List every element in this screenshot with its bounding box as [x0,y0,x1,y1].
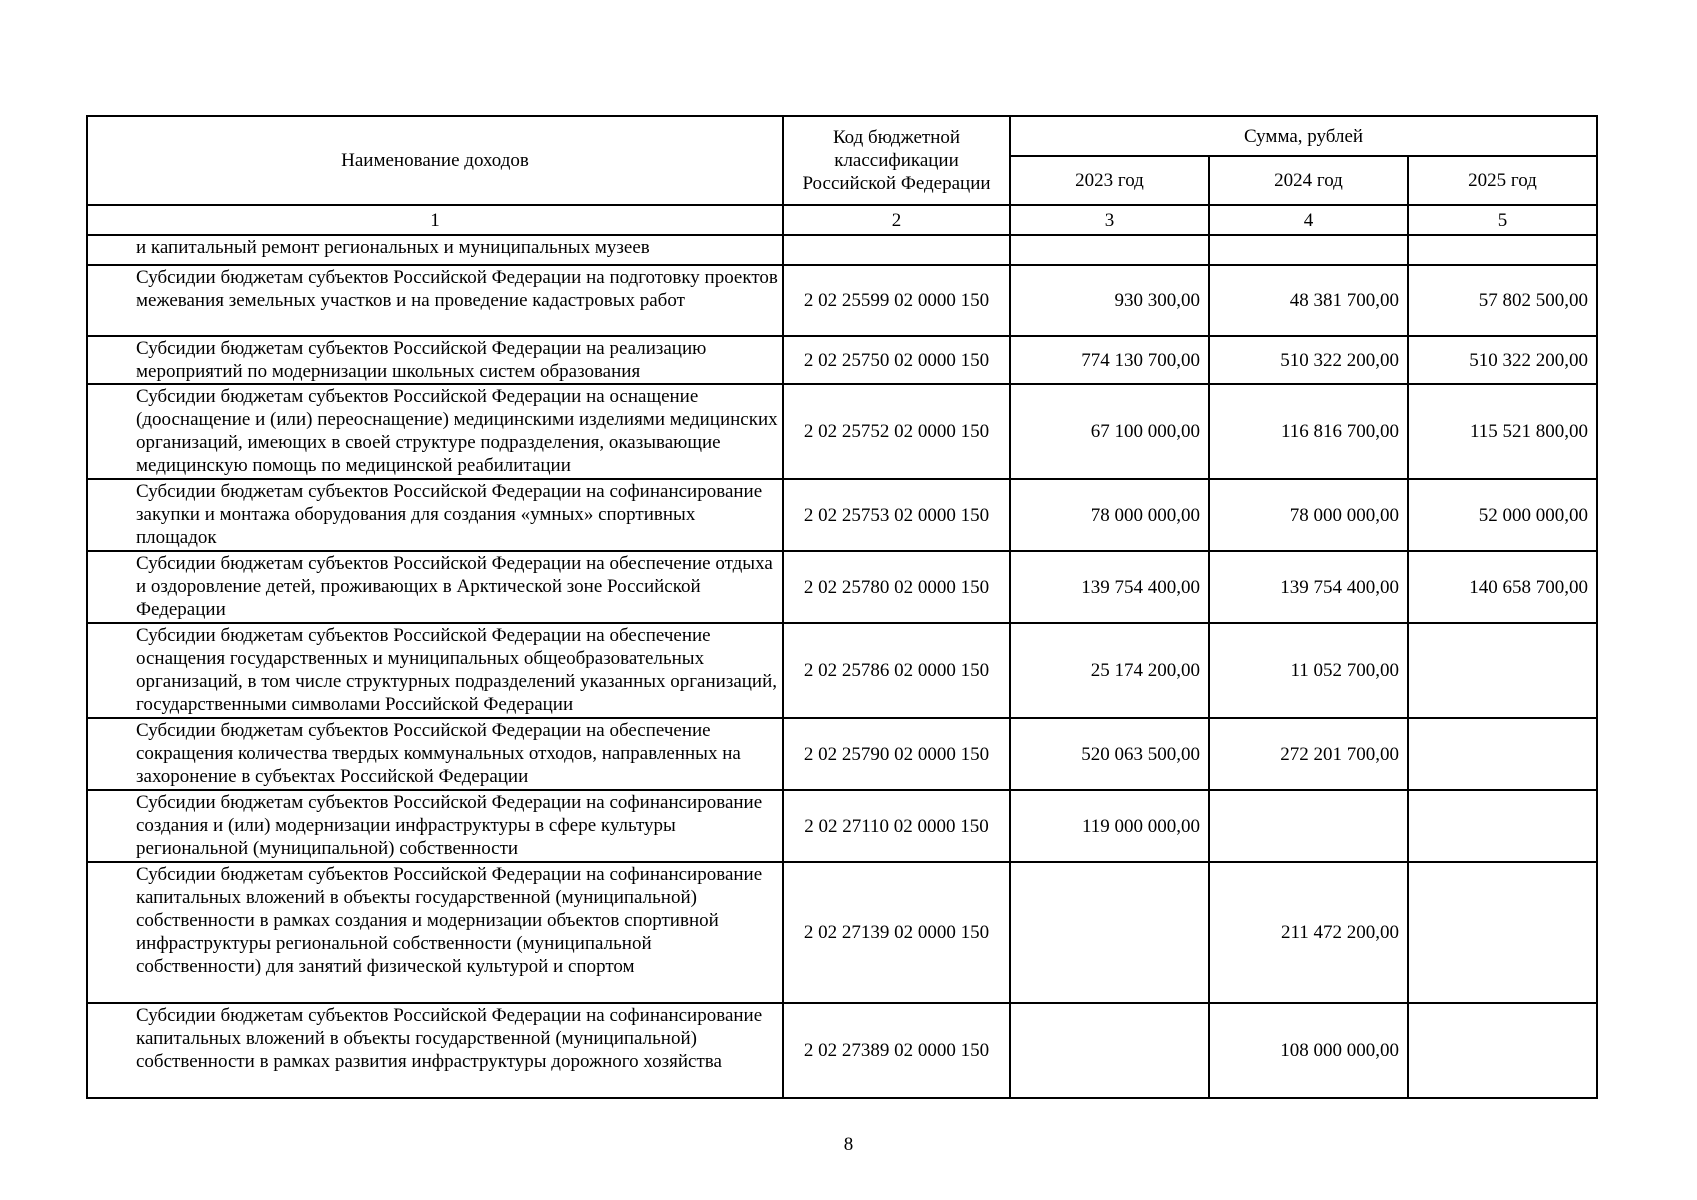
table-row [87,623,1597,718]
amount-2025: 57 802 500,00 [1408,265,1597,336]
table-row [87,1003,1597,1098]
amount-2024: 78 000 000,00 [1209,479,1408,551]
column-number: 1 [87,205,783,235]
revenue-name: Субсидии бюджетам субъектов Российской Федерации на реализацию мероприятий по модернизации школьных систем образования [87,336,783,384]
amount-2024: 116 816 700,00 [1209,384,1408,479]
amount-2025 [1408,718,1597,790]
table-row [87,479,1597,551]
revenue-name: Субсидии бюджетам субъектов Российской Федерации на софинансирование капитальных вложений в объекты государственной (муниципальной) собственности в рамках развития инфраструктуры дорожного хозяйства [87,1003,783,1098]
amount-2023: 139 754 400,00 [1010,551,1209,623]
amount-2025 [1408,862,1597,1003]
amount-2023: 119 000 000,00 [1010,790,1209,862]
amount-2024: 272 201 700,00 [1209,718,1408,790]
budget-code: 2 02 25750 02 0000 150 [783,336,1010,384]
column-number: 3 [1010,205,1209,235]
amount-2023: 520 063 500,00 [1010,718,1209,790]
budget-code: 2 02 25599 02 0000 150 [783,265,1010,336]
budget-code: 2 02 25780 02 0000 150 [783,551,1010,623]
revenue-name: Субсидии бюджетам субъектов Российской Федерации на обеспечение отдыха и оздоровление детей, проживающих в Арктической зоне Российской Федерации [87,551,783,623]
amount-2024: 108 000 000,00 [1209,1003,1408,1098]
revenue-name: Субсидии бюджетам субъектов Российской Федерации на софинансирование капитальных вложений в объекты государственной (муниципальной) собственности в рамках создания и модернизации объектов спортивной инфраструктуры региональной собственности (муниципальной собственности) для занятий физической культурой и спортом [87,862,783,1003]
header-code: Код бюджетной классификации Российской Федерации [783,116,1010,205]
amount-2023: 930 300,00 [1010,265,1209,336]
amount-2025 [1408,790,1597,862]
table-row [87,384,1597,479]
budget-code: 2 02 25752 02 0000 150 [783,384,1010,479]
revenue-name: Субсидии бюджетам субъектов Российской Федерации на обеспечение оснащения государственных и муниципальных общеобразовательных организаций, в том числе структурных подразделений указанных организаций, государственными символами Российской Федерации [87,623,783,718]
amount-2025 [1408,235,1597,265]
table-row [87,551,1597,623]
amount-2024: 48 381 700,00 [1209,265,1408,336]
revenue-name: Субсидии бюджетам субъектов Российской Федерации на софинансирование создания и (или) модернизации инфраструктуры в сфере культуры региональной (муниципальной) собственности [87,790,783,862]
amount-2023 [1010,862,1209,1003]
amount-2023 [1010,235,1209,265]
amount-2023 [1010,1003,1209,1098]
header-year-2025: 2025 год [1408,156,1597,205]
amount-2025 [1408,623,1597,718]
amount-2023: 78 000 000,00 [1010,479,1209,551]
budget-code: 2 02 25790 02 0000 150 [783,718,1010,790]
budget-code: 2 02 27389 02 0000 150 [783,1003,1010,1098]
revenue-name: Субсидии бюджетам субъектов Российской Федерации на обеспечение сокращения количества твердых коммунальных отходов, направленных на захоронение в субъектах Российской Федерации [87,718,783,790]
amount-2024: 139 754 400,00 [1209,551,1408,623]
amount-2025: 140 658 700,00 [1408,551,1597,623]
table-row [87,718,1597,790]
revenue-table [86,115,1598,1099]
amount-2024: 510 322 200,00 [1209,336,1408,384]
table-row [87,265,1597,336]
budget-code: 2 02 25753 02 0000 150 [783,479,1010,551]
header-year-2023: 2023 год [1010,156,1209,205]
budget-code: 2 02 25786 02 0000 150 [783,623,1010,718]
amount-2025 [1408,1003,1597,1098]
header-year-2024: 2024 год [1209,156,1408,205]
amount-2024: 211 472 200,00 [1209,862,1408,1003]
amount-2023: 774 130 700,00 [1010,336,1209,384]
amount-2023: 67 100 000,00 [1010,384,1209,479]
table-row [87,336,1597,384]
amount-2025: 52 000 000,00 [1408,479,1597,551]
budget-code: 2 02 27110 02 0000 150 [783,790,1010,862]
budget-code: 2 02 27139 02 0000 150 [783,862,1010,1003]
revenue-name: Субсидии бюджетам субъектов Российской Федерации на оснащение (дооснащение и (или) переоснащение) медицинскими изделиями медицинских организаций, имеющих в своей структуре подразделения, оказывающие медицинскую помощь по медицинской реабилитации [87,384,783,479]
column-number: 4 [1209,205,1408,235]
amount-2024: 11 052 700,00 [1209,623,1408,718]
amount-2023: 25 174 200,00 [1010,623,1209,718]
amount-2025: 115 521 800,00 [1408,384,1597,479]
budget-code [783,235,1010,265]
column-number: 5 [1408,205,1597,235]
revenue-name: Субсидии бюджетам субъектов Российской Федерации на софинансирование закупки и монтажа оборудования для создания «умных» спортивных площадок [87,479,783,551]
revenue-name: и капитальный ремонт региональных и муниципальных музеев [87,235,783,265]
table-row [87,790,1597,862]
revenue-name: Субсидии бюджетам субъектов Российской Федерации на подготовку проектов межевания земельных участков и на проведение кадастровых работ [87,265,783,336]
amount-2024 [1209,235,1408,265]
amount-2025: 510 322 200,00 [1408,336,1597,384]
column-number: 2 [783,205,1010,235]
header-sum: Сумма, рублей [1010,116,1597,156]
table-row [87,862,1597,1003]
amount-2024 [1209,790,1408,862]
header-name: Наименование доходов [87,116,783,205]
table-row [87,235,1597,265]
page-number: 8 [843,1134,854,1155]
